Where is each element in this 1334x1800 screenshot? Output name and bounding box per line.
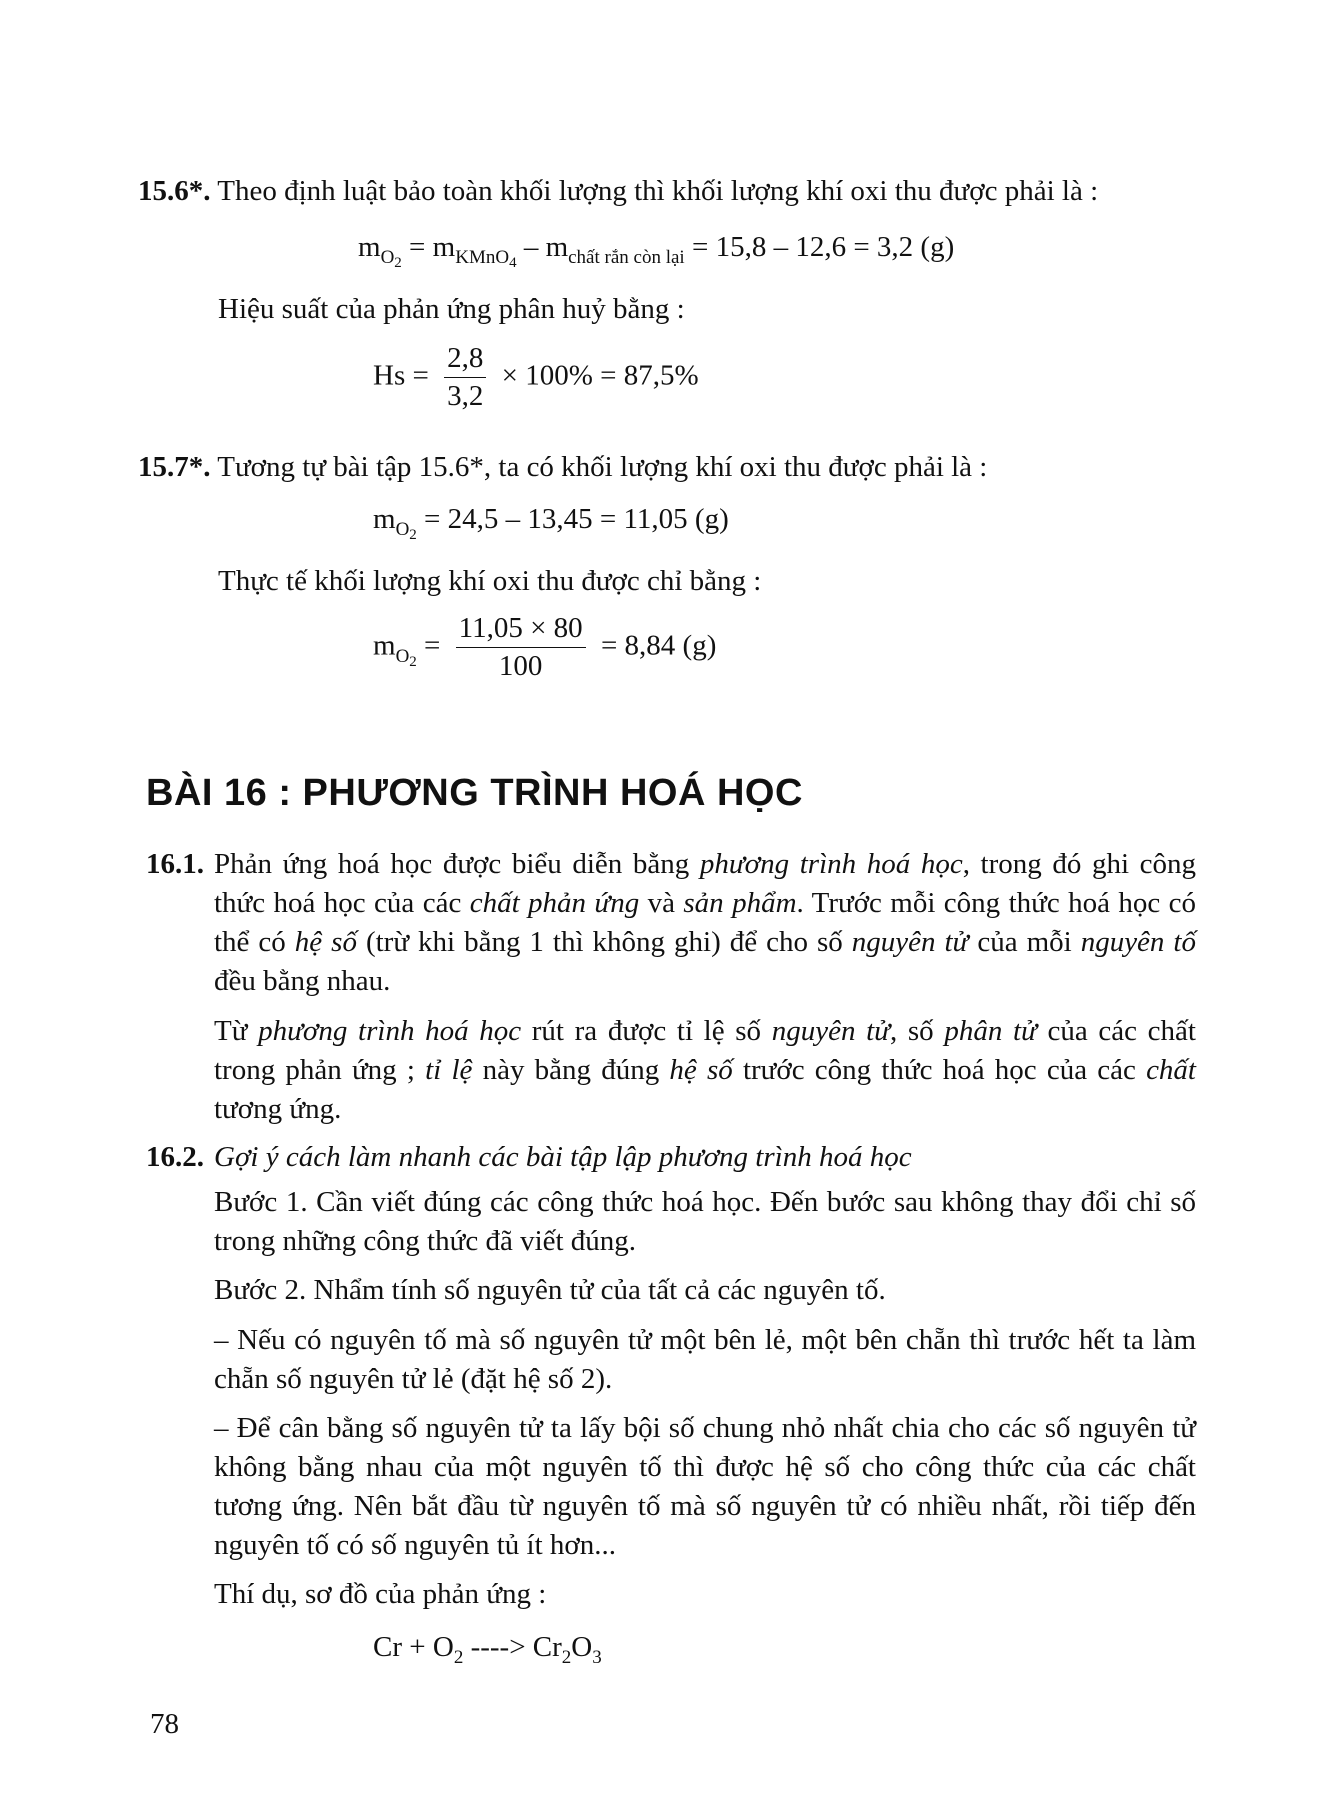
step-2: Bước 2. Nhẩm tính số nguyên tử của tất cả các nguyên tố. — [214, 1274, 886, 1307]
equation-efficiency: Hs = $\frac{2,8}{3,2}$ × 100% = 87,5% — [373, 342, 699, 413]
bullet-1: – Nếu có nguyên tố mà số nguyên tử một bên lẻ, một bên chẵn thì trước hết ta làm chẵn số nguyên tử lẻ (đặt hệ số 2). — [214, 1323, 1196, 1395]
problem-label: 15.6*. — [138, 175, 211, 207]
problem-text: Theo định luật bảo toàn khối lượng thì khối lượng khí oxi thu được phải là : — [217, 175, 1099, 207]
fraction: $\frac{11,05 \times 80}{100}$ — [456, 612, 586, 684]
section-16-2 — [146, 1138, 1196, 1615]
problem-15-7-intro — [138, 448, 1158, 487]
equation-mass-o2-theoretical: $m_{O_2} = 24,5 - 13,45 = 11,05$ (g) — [373, 503, 729, 543]
bullet-2: – Để cân bằng số nguyên tử ta lấy bội số chung nhỏ nhất chia cho các số nguyên tử không bằng nhau của một nguyên tố thì được hệ số cho công thức của các chất tương ứng. Nên bắt đầu từ nguyên tố mà số nguyên tử có nhiều nhất, rồi tiếp đến nguyên tố có số nguyên tủ ít hơn... — [214, 1411, 1196, 1562]
section-16-2-title: Gợi ý cách làm nhanh các bài tập lập phương trình hoá học — [214, 1141, 912, 1173]
problem-label: 15.7*. — [138, 451, 211, 483]
section-16-1-para-1: Phản ứng hoá học được biểu diễn bằng phương trình hoá học, trong đó ghi công thức hoá học của các chất phản ứng và sản phẩm. Trước mỗi công thức hoá học có thể có hệ số (trừ khi bằng 1 thì không ghi) để cho số nguyên tử của mỗi nguyên tố đều bằng nhau. — [214, 848, 1196, 998]
section-16-1-para-2: Từ phương trình hoá học rút ra được tỉ lệ số nguyên tử, số phân tử của các chất trong phản ứng ; tỉ lệ này bằng đúng hệ số trước công thức hoá học của các chất tương ứng. — [214, 1014, 1196, 1125]
actual-mass-label: Thực tế khối lượng khí oxi thu được chỉ bằng : — [218, 565, 762, 597]
fraction: $\frac{2,8}{3,2}$ — [444, 342, 486, 414]
step-1: Bước 1. Cần viết đúng các công thức hoá học. Đến bước sau không thay đổi chỉ số trong những công thức đã viết đúng. — [214, 1186, 1196, 1258]
section-label: 16.2. — [146, 1141, 204, 1173]
equation-mass-o2: $m_{O_2} = m_{KMnO_4} - m_{chất rắn còn lại} = 15,8 - 12,6 = 3,2$ (g) — [358, 231, 955, 271]
page-number: 78 — [150, 1708, 179, 1740]
section-label: 16.1. — [146, 848, 204, 880]
efficiency-label: Hiệu suất của phản ứng phân huỷ bằng : — [218, 293, 685, 325]
section-16-1 — [146, 845, 1196, 1129]
problem-text: Tương tự bài tập 15.6*, ta có khối lượng khí oxi thu được phải là : — [217, 451, 988, 483]
equation-mass-o2-actual: $m_{O_2}$ = $\frac{11,05 \times 80}{100}$ = 8,84 (g) — [373, 612, 717, 683]
reaction-scheme: $Cr + O_2$ ----> $Cr_2O_3$ — [373, 1631, 602, 1668]
lesson-heading: BÀI 16 : PHƯƠNG TRÌNH HOÁ HỌC — [146, 772, 803, 814]
example-intro: Thí dụ, sơ đồ của phản ứng : — [214, 1578, 547, 1611]
problem-15-6-intro — [138, 172, 1158, 211]
